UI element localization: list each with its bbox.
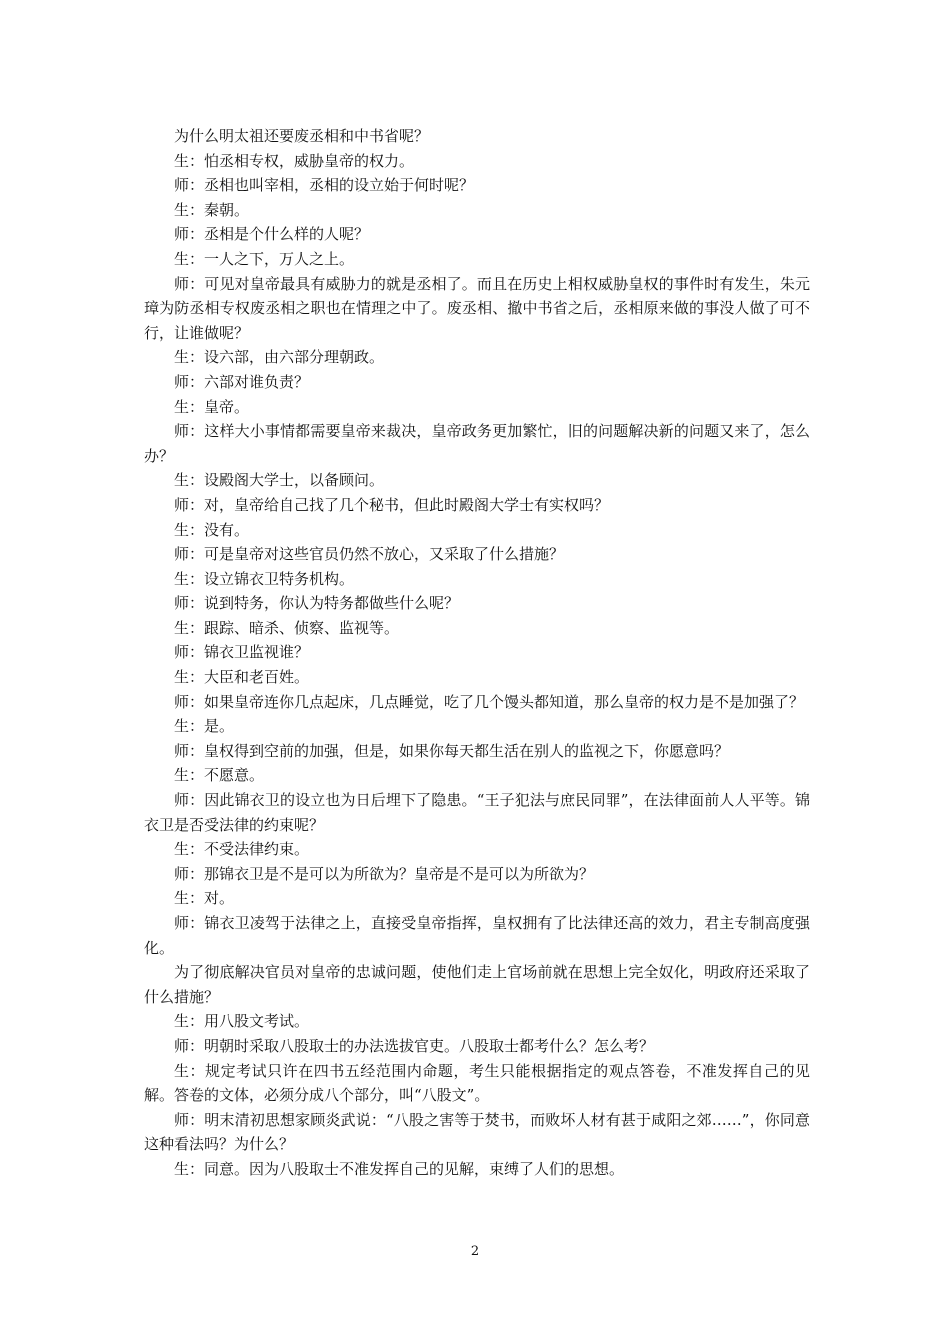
dialogue-paragraph: 生：是。 <box>174 717 235 736</box>
dialogue-paragraph: 师：丞相也叫宰相，丞相的设立始于何时呢？ <box>174 176 475 195</box>
dialogue-paragraph: 为什么明太祖还要废丞相和中书省呢？ <box>174 127 430 145</box>
dialogue-paragraph: 生：设立锦衣卫特务机构。 <box>174 569 355 588</box>
dialogue-paragraph: 师：六部对谁负责？ <box>174 372 310 391</box>
dialogue-paragraph: 生：设六部，由六部分理朝政。 <box>174 348 385 367</box>
dialogue-paragraph: 师：丞相是个什么样的人呢？ <box>174 225 370 244</box>
dialogue-paragraph: 师：明朝时采取八股取士的办法选拔官吏。八股取士都考什么？怎么考？ <box>174 1036 655 1055</box>
dialogue-paragraph: 生：怕丞相专权，威胁皇帝的权力。 <box>174 151 415 170</box>
dialogue-paragraph: 生：秦朝。 <box>174 200 250 219</box>
dialogue-paragraph: 师：明末清初思想家顾炎武说：“八股之害等于焚书，而败坏人材有甚于咸阳之郊……”，你同意这种看法吗？为什么？ <box>144 1110 810 1154</box>
dialogue-paragraph: 师：皇权得到空前的加强，但是，如果你每天都生活在别人的监视之下，你愿意吗？ <box>174 741 730 760</box>
dialogue-paragraph: 师：说到特务，你认为特务都做些什么呢？ <box>174 594 460 613</box>
dialogue-paragraph: 为了彻底解决官员对皇帝的忠诚问题，使他们走上官场前就在思想上完全奴化，明政府还采取了什么措施？ <box>144 963 810 1006</box>
dialogue-paragraph: 师：这样大小事情都需要皇帝来裁决，皇帝政务更加繁忙，旧的问题解决新的问题又来了，怎么办？ <box>144 422 810 465</box>
dialogue-paragraph: 生：对。 <box>174 889 235 908</box>
dialogue-paragraph: 生：一人之下，万人之上。 <box>174 249 355 268</box>
dialogue-paragraph: 师：如果皇帝连你几点起床，几点睡觉，吃了几个馒头都知道，那么皇帝的权力是不是加强了？ <box>174 692 805 711</box>
dialogue-paragraph: 生：规定考试只许在四书五经范围内命题，考生只能根据指定的观点答卷，不准发挥自己的见解。答卷的文体，必须分成八个部分，叫“八股文”。 <box>144 1061 810 1105</box>
dialogue-paragraph: 生：没有。 <box>174 520 250 539</box>
dialogue-paragraph: 生：不愿意。 <box>174 766 265 785</box>
dialogue-paragraph: 生：设殿阁大学士，以备顾问。 <box>174 471 385 490</box>
dialogue-paragraph: 师：可见对皇帝最具有威胁力的就是丞相了。而且在历史上相权威胁皇权的事件时有发生，朱元璋为防丞相专权废丞相之职也在情理之中了。废丞相、撤中书省之后，丞相原来做的事没人做了可不行，让谁做呢？ <box>144 274 810 342</box>
dialogue-paragraph: 师：因此锦衣卫的设立也为日后埋下了隐患。“王子犯法与庶民同罪”，在法律面前人人平等。锦衣卫是否受法律的约束呢？ <box>144 791 810 834</box>
document-body <box>144 124 810 1182</box>
dialogue-paragraph: 师：那锦衣卫是不是可以为所欲为？皇帝是不是可以为所欲为？ <box>174 864 595 883</box>
dialogue-paragraph: 生：用八股文考试。 <box>174 1012 310 1031</box>
dialogue-paragraph: 生：同意。因为八股取士不准发挥自己的见解，束缚了人们的思想。 <box>174 1159 625 1178</box>
dialogue-paragraph: 生：皇帝。 <box>174 397 250 416</box>
dialogue-paragraph: 生：大臣和老百姓。 <box>174 668 310 687</box>
dialogue-paragraph: 生：跟踪、暗杀、侦察、监视等。 <box>174 618 400 637</box>
page-number: 2 <box>470 1244 480 1259</box>
dialogue-paragraph: 师：对，皇帝给自己找了几个秘书，但此时殿阁大学士有实权吗？ <box>174 495 610 514</box>
dialogue-paragraph: 生：不受法律约束。 <box>174 840 310 859</box>
dialogue-paragraph: 师：锦衣卫监视谁？ <box>174 643 310 662</box>
dialogue-paragraph: 师：锦衣卫凌驾于法律之上，直接受皇帝指挥，皇权拥有了比法律还高的效力，君主专制高度强化。 <box>144 914 810 957</box>
dialogue-paragraph: 师：可是皇帝对这些官员仍然不放心，又采取了什么措施？ <box>174 545 565 564</box>
